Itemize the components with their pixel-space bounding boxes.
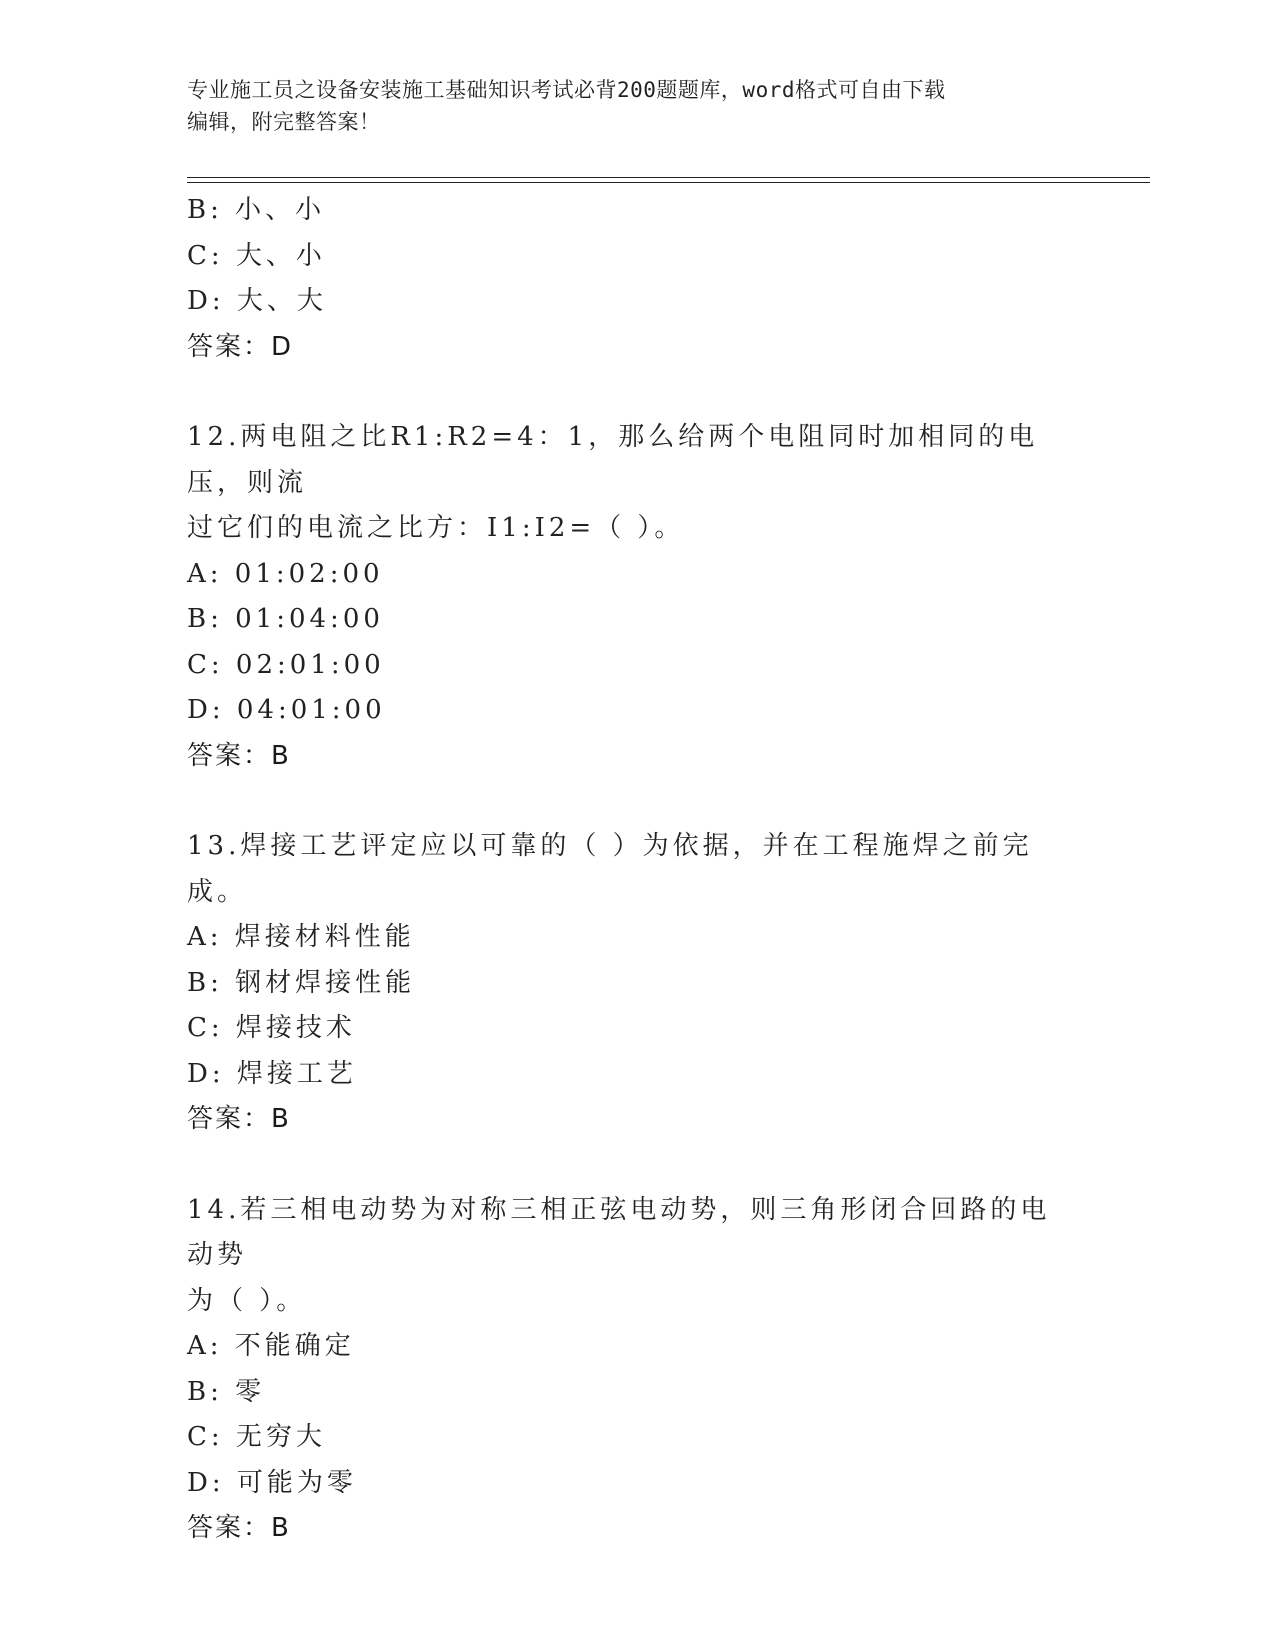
option-b: B: 01:04:00 [187, 604, 384, 634]
header-divider-top [187, 177, 1150, 178]
option-c: C: 无穷大 [187, 1422, 326, 1452]
question-13 [187, 824, 1087, 1143]
header-title-line-1: 专业施工员之设备安装施工基础知识考试必背200题题库，word格式可自由下载 [187, 78, 946, 102]
question-stem-line-1: 14.若三相电动势为对称三相正弦电动势，则三角形闭合回路的电动势 [187, 1194, 1051, 1270]
answer-line: 答案：B [187, 1513, 291, 1543]
answer-line: 答案：B [187, 740, 291, 771]
option-b: B: 零 [187, 1376, 266, 1407]
question-stem-line-2: 过它们的电流之比方：I1:I2=（ ）。 [187, 513, 685, 543]
answer-line: 答案：D [187, 331, 294, 362]
option-d: D: 焊接工艺 [187, 1058, 357, 1089]
option-c: C: 大、小 [187, 240, 326, 271]
option-a: A: 01:02:00 [187, 558, 384, 589]
option-a: A: 焊接材料性能 [187, 922, 415, 952]
question-14 [187, 1188, 1087, 1552]
header-title-line-2: 编辑，附完整答案！ [187, 110, 381, 134]
option-b: B: 小、小 [187, 195, 326, 225]
option-d: D: 可能为零 [187, 1467, 357, 1498]
answer-line: 答案：B [187, 1104, 291, 1134]
option-a: A: 不能确定 [187, 1331, 355, 1361]
option-c: C: 焊接技术 [187, 1013, 356, 1043]
option-d: D: 04:01:00 [187, 695, 386, 725]
header-divider-bottom [187, 182, 1150, 183]
question-stem-line-1: 12.两电阻之比R1:R2=4：1，那么给两个电阻同时加相同的电压，则流 [187, 422, 1039, 498]
option-c: C: 02:01:00 [187, 649, 385, 680]
question-list [187, 188, 1087, 1552]
document-header [187, 74, 1067, 138]
option-d: D: 大、大 [187, 286, 327, 316]
spacer [187, 370, 1087, 415]
spacer [187, 779, 1087, 824]
spacer [187, 1143, 1087, 1188]
question-12 [187, 415, 1087, 779]
question-11-tail [187, 188, 1087, 370]
question-stem-line-2: 为（ ）。 [187, 1285, 307, 1316]
option-b: B: 钢材焊接性能 [187, 967, 416, 998]
question-stem-line-1: 13.焊接工艺评定应以可靠的（ ）为依据，并在工程施焊之前完成。 [187, 831, 1033, 907]
